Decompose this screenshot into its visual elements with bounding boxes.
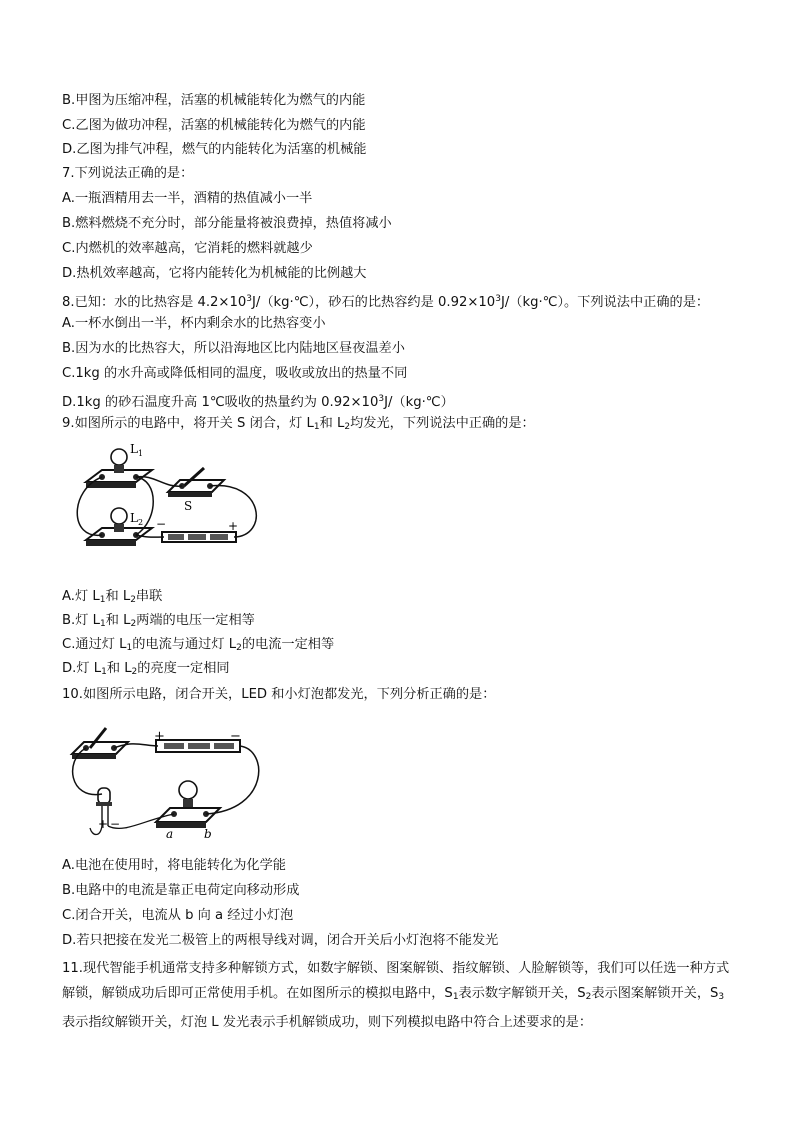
label-l1: $L_1$ [130,442,144,458]
q9-stem: 9.如图所示的电路中，将开关 S 闭合，灯 $L_1$和 $L_2$均发光，下列说法中正确的是： [62,416,535,432]
q8-option-d: D.1kg 的砂石温度升高 1℃吸收的热量约为 $0.92\times 10^3J/(kg\cdot℃)$ [62,394,454,410]
q7-option-b: B.燃料燃烧不充分时，部分能量将被浪费掉，热值将减小 [62,216,392,231]
q10-option-b: B.电路中的电流是靠正电荷定向移动形成 [62,883,300,898]
q10-option-c: C.闭合开关，电流从 b 向 a 经过小灯泡 [62,908,294,923]
q10-option-d: D.若只把接在发光二极管上的两根导线对调，闭合开关后小灯泡将不能发光 [62,933,499,948]
led-icon [98,788,110,804]
led-minus: − [110,817,121,831]
terminal-a: a [166,827,174,840]
q9-option-c: C.通过灯 $L_1$的电流与通过灯 $L_2$的电流一定相等 [62,637,335,653]
bulb-icon [179,781,197,799]
bulb-l2-icon [111,508,127,524]
q7-option-a: A.一瓶酒精用去一半，酒精的热值减小一半 [62,191,313,206]
q8-option-b: B.因为水的比热容大，所以沿海地区比内陆地区昼夜温差小 [62,341,405,356]
q6-option-b: B.甲图为压缩冲程，活塞的机械能转化为燃气的内能 [62,93,366,108]
q8-stem: 8.已知：水的比热容是 $4.2\times 10^3J/(kg\cdot℃)$，砂石的比热容约是 $0.92\times 10^3J/(kg\cdot℃)$。下列说法中正确的是： [62,294,710,310]
bulb-l1-icon [111,449,127,465]
q6-option-c: C.乙图为做功冲程，活塞的机械能转化为燃气的内能 [62,118,366,133]
q11-stem: 11.现代智能手机通常支持多种解锁方式，如数字解锁、图案解锁、指纹解锁、人脸解锁等，我们可以任选一种方式解锁，解锁成功后即可正常使用手机。在如图所示的模拟电路中，$S_1$表示数字解锁开关，$S_2$表示图案解锁开关，$S_3$表示指纹解锁开关，灯泡 L 发光表示手机解锁成功，则下列模拟电路中符合上述要求的是： [62,961,730,1030]
q9-option-b: B.灯 $L_1$和 $L_2$两端的电压一定相等 [62,613,255,629]
q8-option-a: A.一杯水倒出一半，杯内剩余水的比热容变小 [62,316,326,331]
battery-plus: + [154,729,165,744]
label-l2: $L_2$ [130,511,144,527]
led-plus: + [98,817,109,831]
battery-minus: − [156,517,167,531]
q10-stem: 10.如图所示电路，闭合开关，LED 和小灯泡都发光，下列分析正确的是： [62,687,496,702]
q7-option-d: D.热机效率越高，它将内能转化为机械能的比例越大 [62,266,367,281]
q9-option-d: D.灯 $L_1$和 $L_2$的亮度一定相同 [62,661,230,677]
terminal-b: b [204,827,212,840]
battery-plus: + [228,519,239,533]
label-s: S [184,499,193,513]
q6-option-d: D.乙图为排气冲程，燃气的内能转化为活塞的机械能 [62,142,367,157]
lamp-base [156,808,220,822]
q7-stem: 7.下列说法正确的是： [62,166,194,181]
q7-option-c: C.内燃机的效率越高，它消耗的燃料就越少 [62,241,313,256]
q10-option-a: A.电池在使用时，将电能转化为化学能 [62,858,286,873]
q9-circuit-figure [64,440,274,560]
q9-option-a: A.灯 $L_1$和 $L_2$串联 [62,589,163,605]
battery-minus: − [230,729,241,744]
q8-option-c: C.1kg 的水升高或降低相同的温度，吸收或放出的热量不同 [62,366,408,381]
q10-circuit-figure [64,710,274,840]
